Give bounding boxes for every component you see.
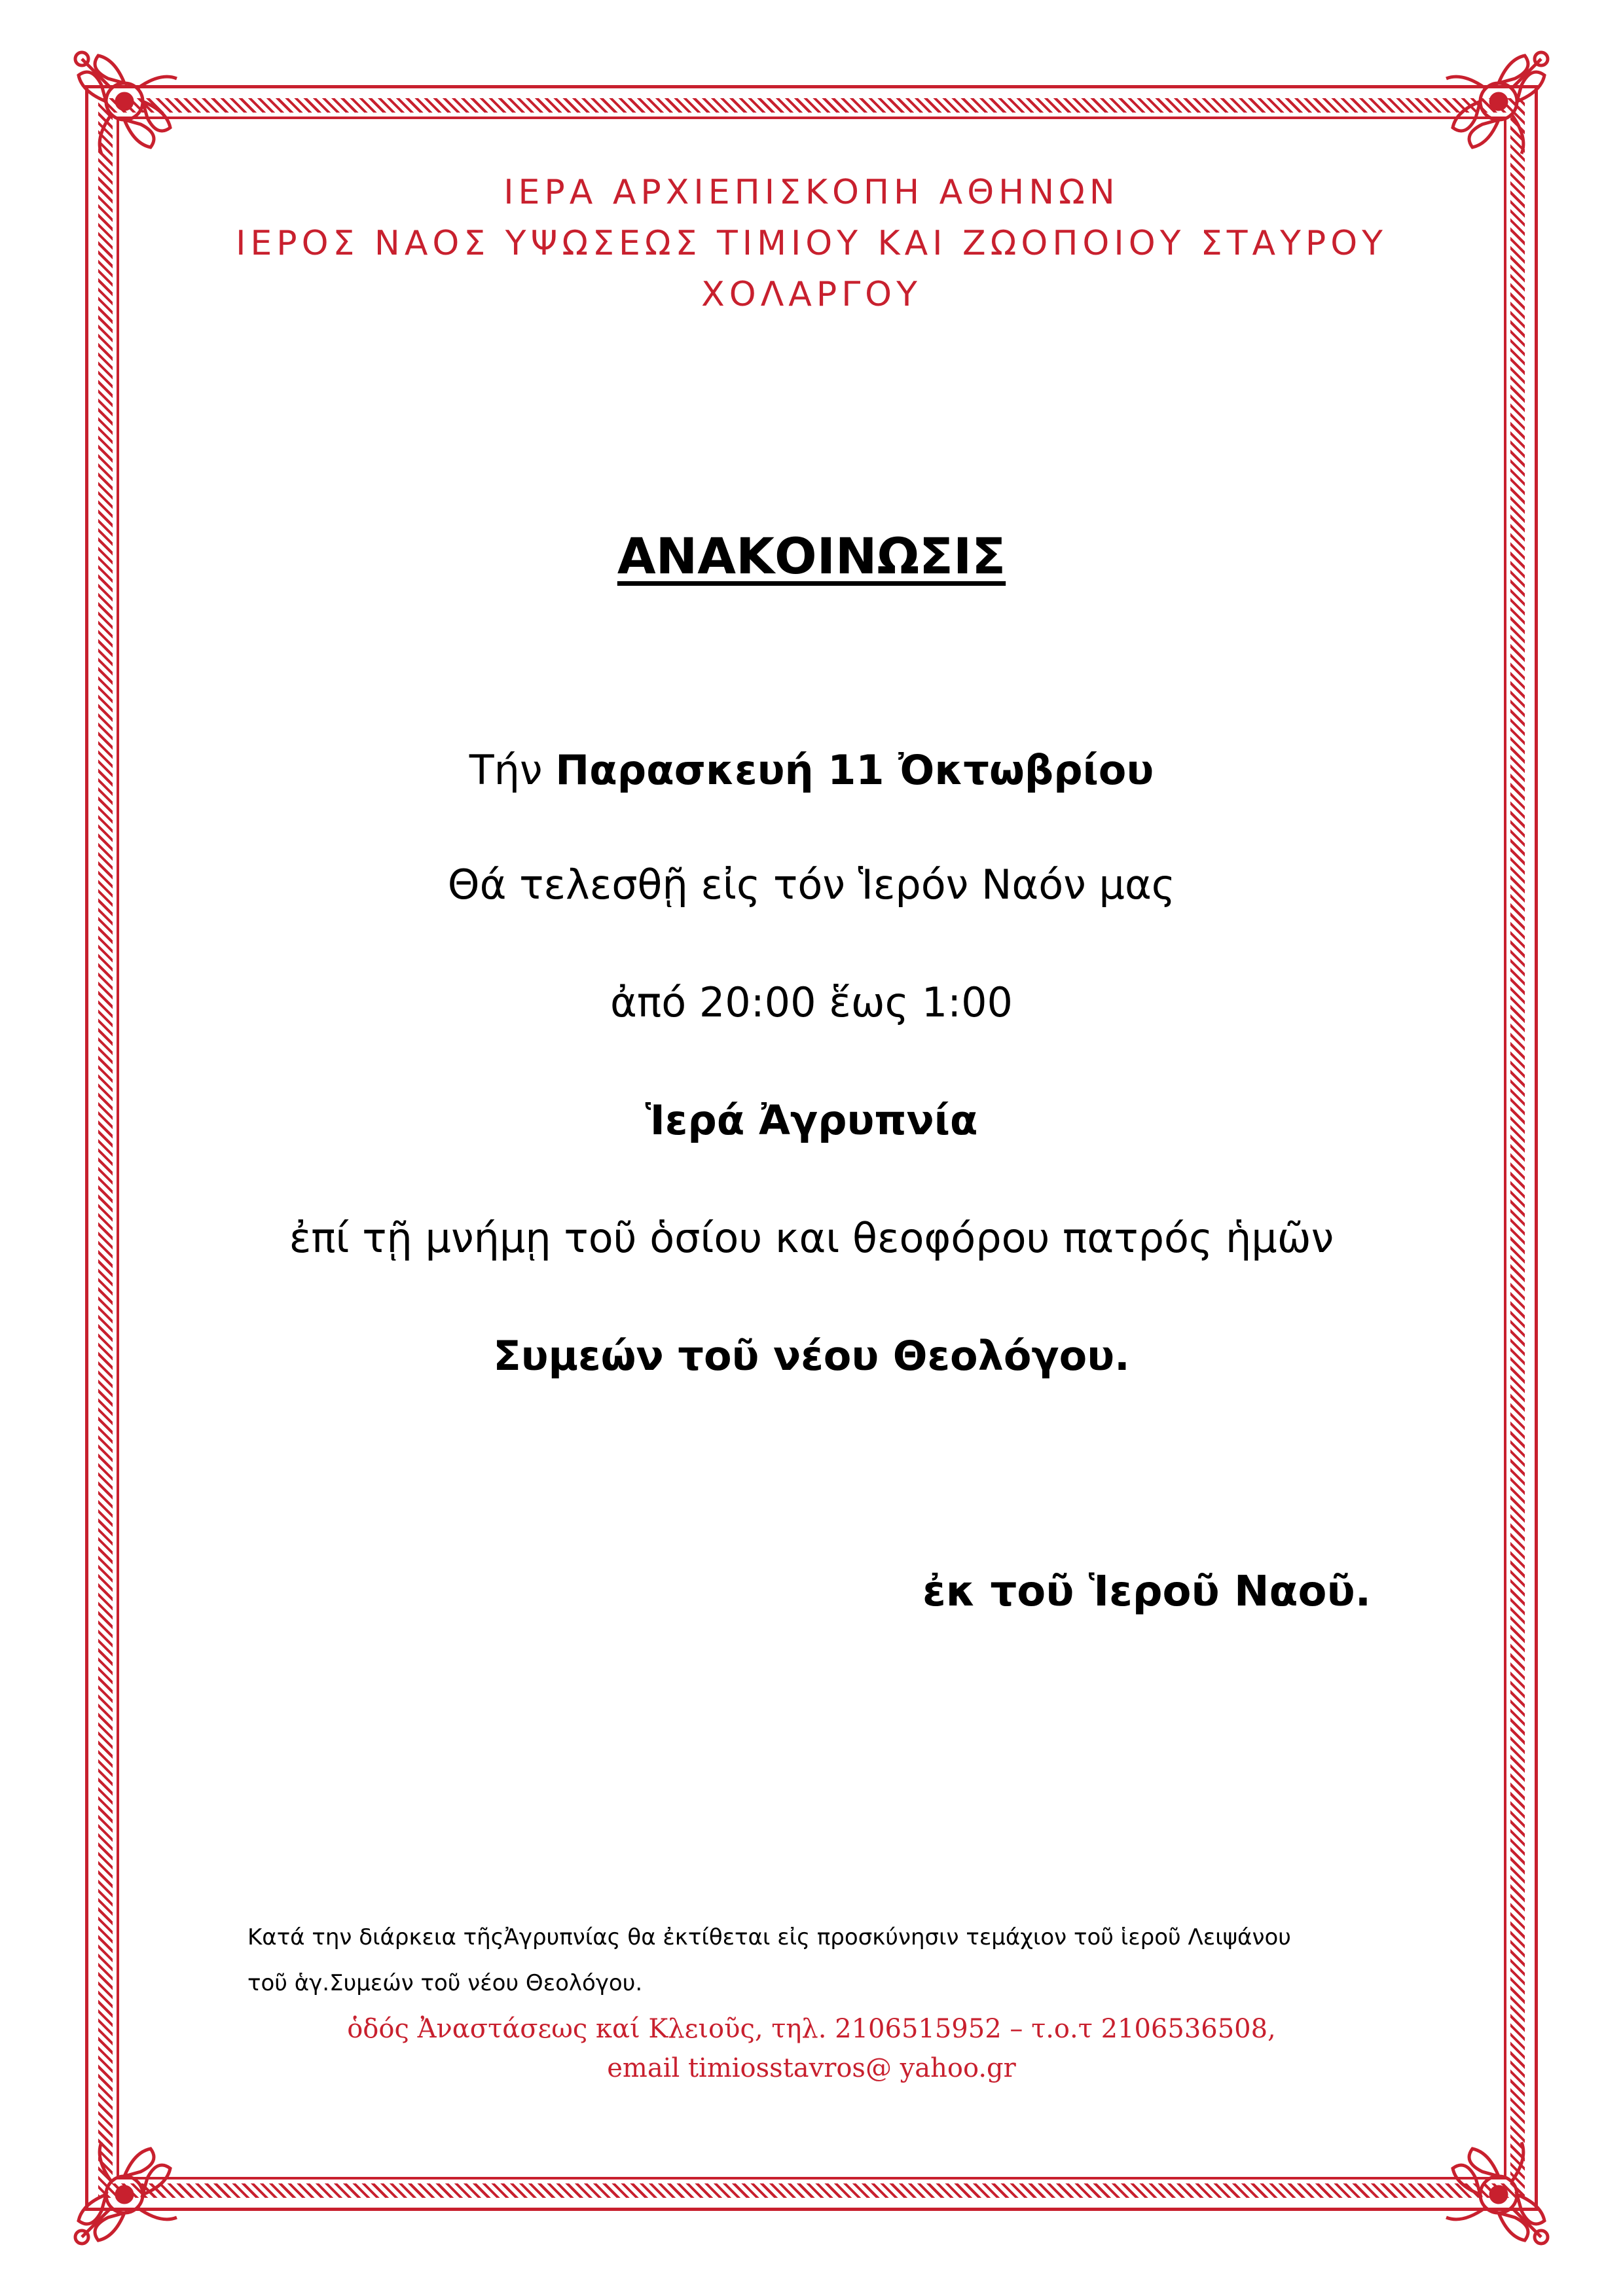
church-location: ΧΟΛΑΡΓΟΥ [701,275,922,314]
letterhead [196,167,1427,320]
date-prefix: Τήν [469,746,543,794]
corner-ornament-icon [1436,2132,1561,2257]
event-name: Ἱερά Ἀγρυπνία [645,1096,978,1144]
announcement-title: ΑΝΑΚΟΙΝΩΣΙΣ [617,527,1006,585]
signoff: ἐκ τοῦ Ἱεροῦ Ναοῦ. [922,1568,1371,1616]
frame-inner-line [117,117,1506,2179]
note-line: τοῦ ἁγ.Συμεών τοῦ νέου Θεολόγου. [247,1970,643,1996]
saint-name: Συμεών τοῦ νέου Θεολόγου. [493,1332,1130,1380]
corner-ornament-icon [1436,39,1561,164]
archdiocese-name: ΙΕΡΑ ΑΡΧΙΕΠΙΣΚΟΠΗ ΑΘΗΝΩΝ [503,173,1120,212]
event-location-line: Θά τελεσθῇ εἰς τόν Ἱερόν Ναόν μας [447,861,1176,908]
event-occasion-line: ἐπί τῇ μνήμῃ τοῦ ὁσίου και θεοφόρου πατρός ἡμῶν [289,1214,1334,1262]
note-line: Κατά την διάρκεια τῆςἈγρυπνίας θα ἐκτίθεται εἰς προσκύνησιν τεμάχιον τοῦ ἱεροῦ Λειψάνου [247,1924,1291,1950]
corner-ornament-icon [62,39,187,164]
church-name: ΙΕΡΟΣ ΝΑΟΣ ΥΨΩΣΕΩΣ ΤΙΜΙΟΥ ΚΑΙ ΖΩΟΠΟΙΟΥ ΣΤΑΥΡΟΥ [236,224,1387,263]
email[interactable]: email timiosstavros@ yahoo.gr [607,2053,1016,2083]
contact-footer [0,2009,1623,2088]
relic-note [247,1914,1387,2006]
event-date-line [0,746,1623,794]
corner-ornament-icon [62,2132,187,2257]
address-phone: ὁδός Ἀναστάσεως καί Κλειοῦς, τηλ. 2106515952 – τ.ο.τ 2106536508, [347,2014,1276,2044]
event-date: Παρασκευή 11 Ὀκτωβρίου [555,746,1154,794]
event-time-line: ἀπό 20:00 ἕως 1:00 [610,978,1013,1026]
